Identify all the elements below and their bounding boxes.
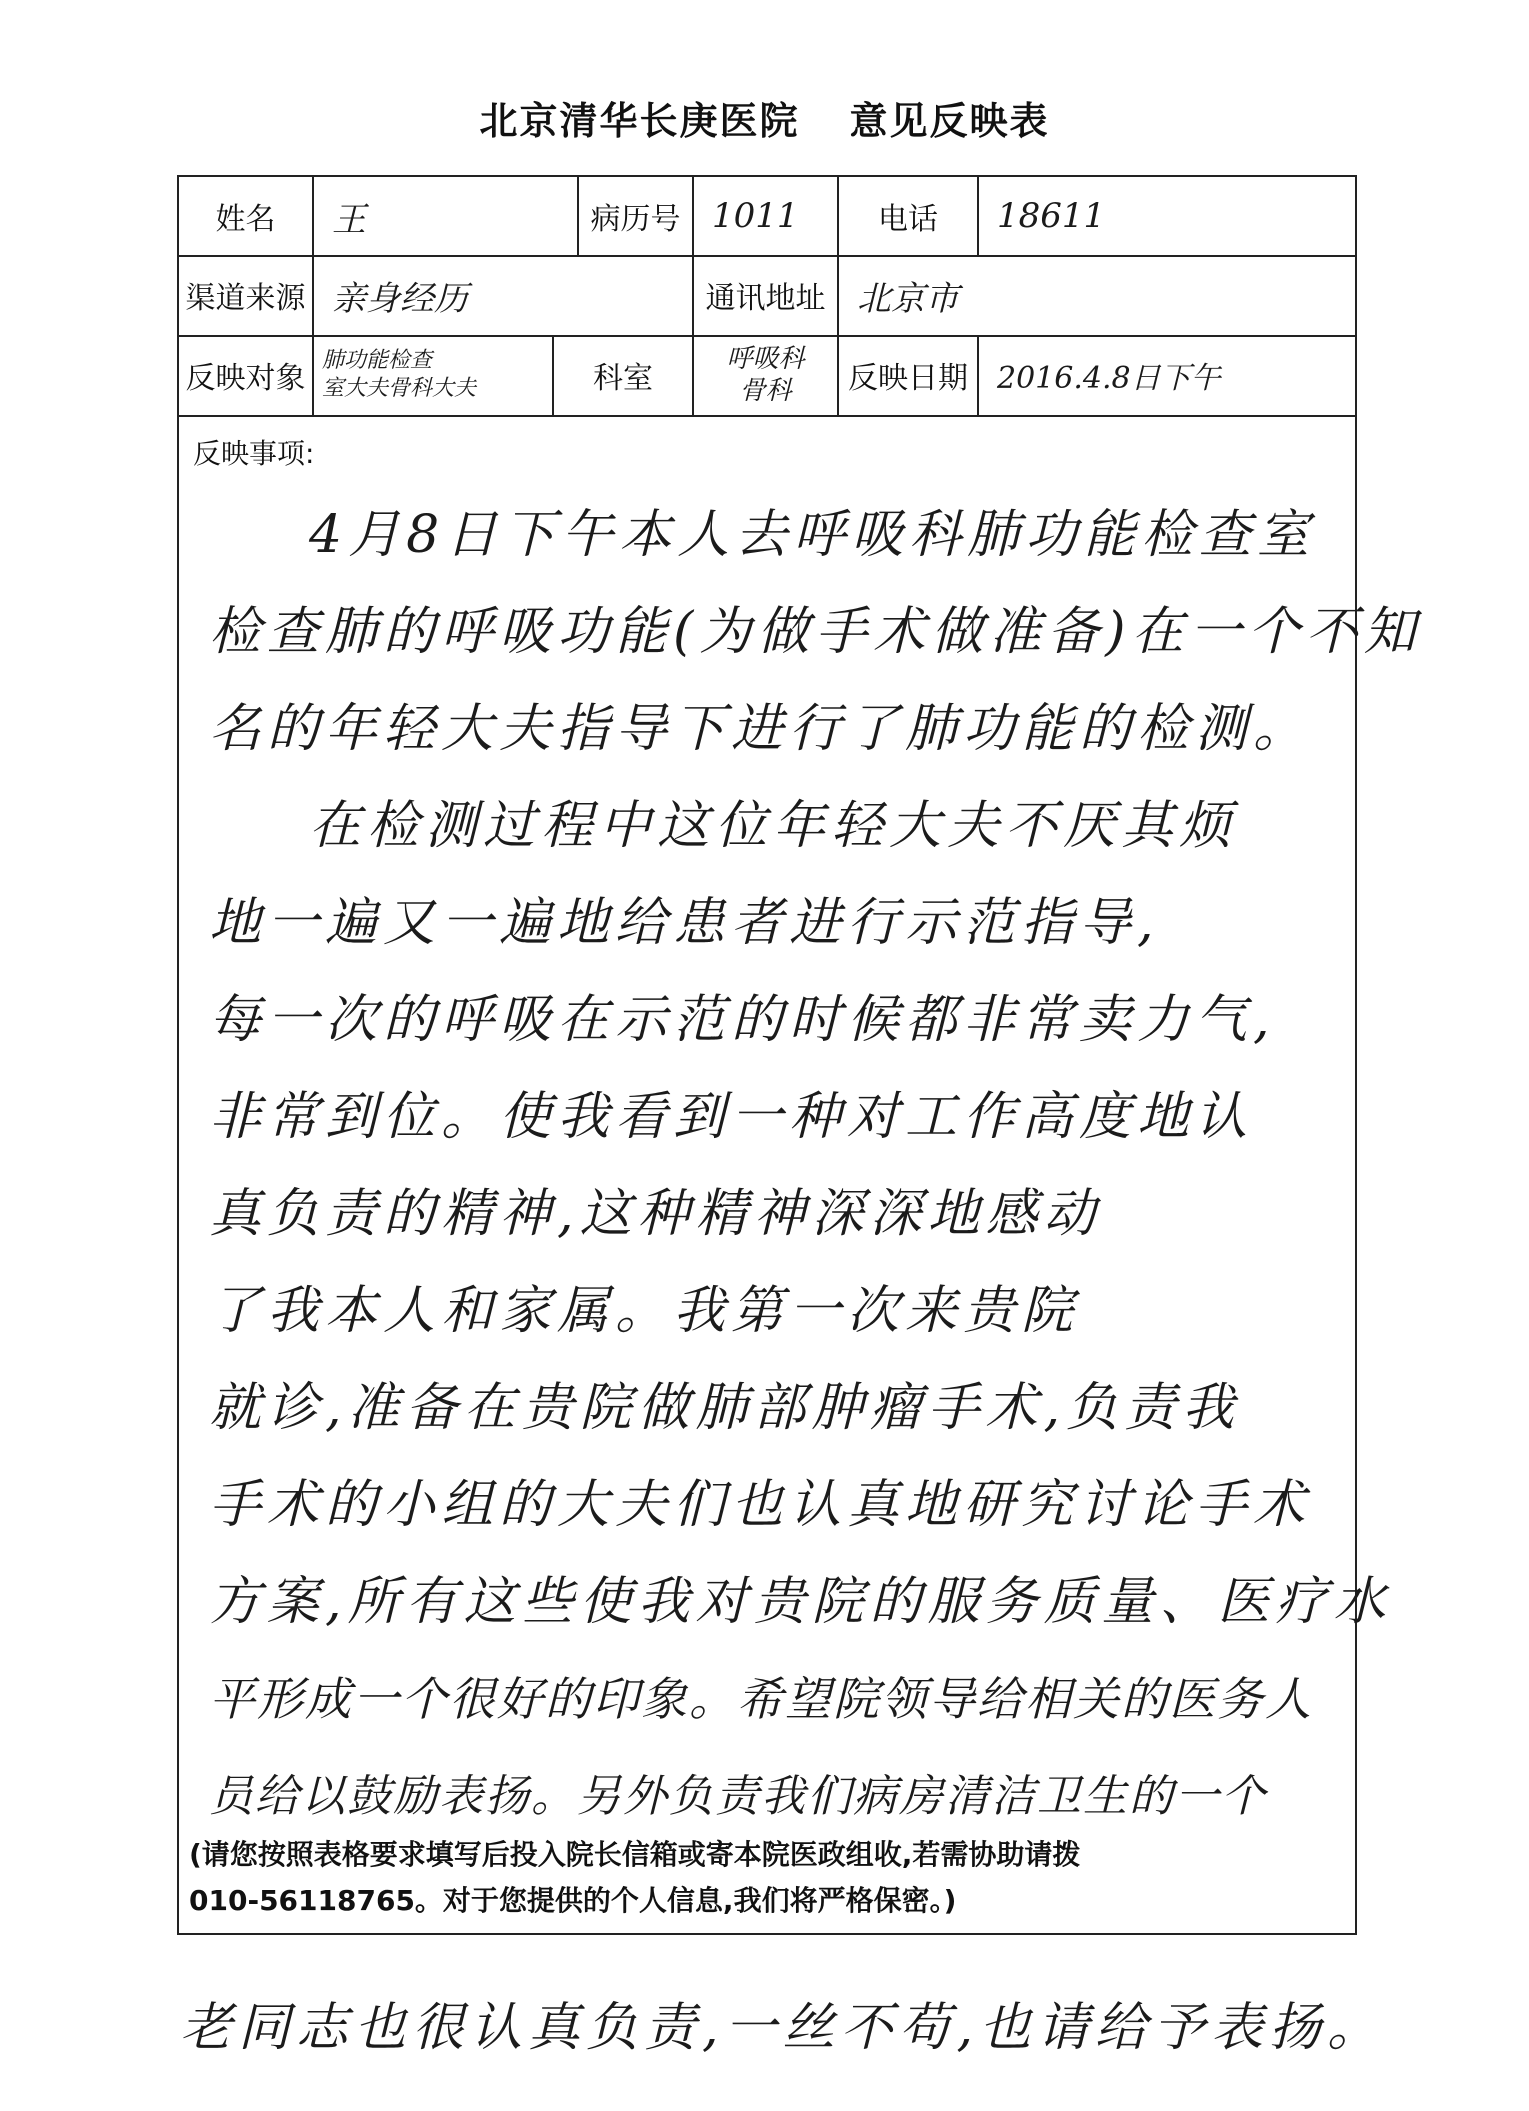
note-line-2: 010-56118765。对于您提供的个人信息,我们将严格保密。): [189, 1884, 957, 1917]
dept-value-line2: 骨科: [739, 376, 792, 406]
matters-line: 名的年轻大夫指导下进行了肺功能的检测。: [209, 699, 1312, 759]
phone-value: 18611: [997, 196, 1106, 236]
matters-line: 检查肺的呼吸功能(为做手术做准备)在一个不知: [209, 602, 1422, 662]
continuation-line: 老同志也很认真负责,一丝不苟,也请给予表扬。: [180, 1998, 1386, 2058]
channel-value: 亲身经历: [314, 255, 694, 335]
matters-line: 了我本人和家属。我第一次来贵院: [209, 1281, 1080, 1341]
instructions-note: [189, 1832, 1349, 1924]
matters-line: 4月8日下午本人去呼吸科肺功能检查室: [309, 505, 1316, 565]
row-channel: [179, 255, 1355, 337]
phone-label: 电话: [839, 177, 979, 255]
matters-label: 反映事项:: [193, 437, 315, 470]
matters-line: 员给以鼓励表扬。另外负责我们病房清洁卫生的一个: [209, 1771, 1267, 1822]
matters-line: 就诊,准备在贵院做肺部肿瘤手术,负责我: [209, 1378, 1241, 1438]
matters-line: 地一遍又一遍地给患者进行示范指导,: [209, 893, 1160, 953]
row-target: [179, 335, 1355, 417]
address-label: 通讯地址: [694, 255, 839, 335]
matters-line: 方案,所有这些使我对贵院的服务质量、医疗水: [209, 1572, 1392, 1632]
dept-value-line1: 呼吸科: [726, 344, 805, 374]
note-line-1: (请您按照表格要求填写后投入院长信箱或寄本院医政组收,若需协助请拨: [189, 1838, 1081, 1871]
matters-line: 手术的小组的大夫们也认真地研究讨论手术: [209, 1475, 1312, 1535]
target-value-line2: 室大夫骨科大夫: [322, 376, 477, 401]
target-value: [314, 335, 554, 415]
name-label: 姓名: [179, 177, 314, 255]
form-title: [0, 90, 1529, 145]
record-value: 1011: [694, 177, 839, 255]
target-value-line1: 肺功能检查: [322, 348, 433, 373]
address-value: 北京市: [857, 278, 959, 319]
date-value: 2016.4.8日下午: [997, 361, 1221, 396]
dept-value: [694, 335, 839, 415]
target-label: 反映对象: [179, 335, 314, 415]
name-value: 王: [314, 177, 579, 255]
dept-label: 科室: [554, 335, 694, 415]
matters-line: 平形成一个很好的印象。希望院领导给相关的医务人: [209, 1672, 1313, 1726]
matters-body: [209, 487, 1422, 1822]
form-name: 意见反映表: [849, 99, 1050, 143]
matters-line: 真负责的精神,这种精神深深地感动: [209, 1184, 1102, 1244]
record-label: 病历号: [579, 177, 694, 255]
hospital-name: 北京清华长庚医院: [479, 99, 800, 143]
date-label: 反映日期: [839, 335, 979, 415]
matters-line: 在检测过程中这位年轻大夫不厌其烦: [309, 796, 1238, 856]
channel-label: 渠道来源: [179, 255, 314, 335]
feedback-form: [177, 175, 1422, 1935]
row-name: [179, 177, 1355, 257]
matters-line: 非常到位。使我看到一种对工作高度地认: [209, 1087, 1254, 1147]
matters-line: 每一次的呼吸在示范的时候都非常卖力气,: [209, 990, 1276, 1050]
